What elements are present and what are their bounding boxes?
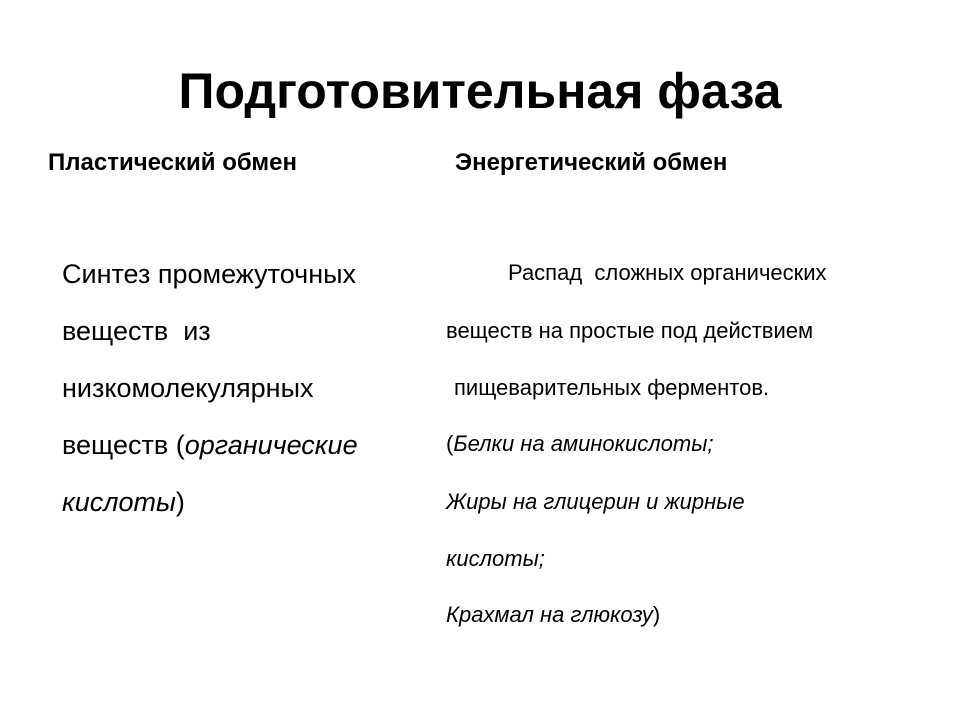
right-line-4-italic: Белки на аминокислоты; bbox=[453, 431, 714, 456]
left-line-1: Синтез промежуточных bbox=[62, 259, 357, 289]
right-line-6 bbox=[446, 546, 545, 572]
left-line-4-italic: органические bbox=[184, 430, 358, 460]
right-line-2: веществ на простые под действием bbox=[446, 318, 814, 343]
right-line-7 bbox=[446, 602, 660, 628]
slide-title: Подготовительная фаза bbox=[178, 63, 782, 119]
left-line-3: низкомолекулярных bbox=[62, 373, 314, 403]
left-line-5-plain: ) bbox=[175, 487, 185, 517]
right-line-7-italic: Крахмал на глюкозу bbox=[446, 602, 653, 627]
left-line-4 bbox=[62, 417, 442, 474]
right-line-5 bbox=[446, 489, 745, 515]
right-column-heading: Энергетический обмен bbox=[455, 149, 728, 176]
right-line-3: пищеварительных ферментов. bbox=[454, 375, 770, 400]
right-line-4 bbox=[446, 431, 714, 457]
left-line-5-italic: кислоты bbox=[62, 487, 176, 517]
left-line-5 bbox=[62, 474, 442, 531]
right-line-4-plain: ( bbox=[446, 431, 454, 456]
right-line-6-italic: кислоты; bbox=[446, 546, 545, 571]
left-column-heading: Пластический обмен bbox=[48, 149, 297, 176]
right-line-5-italic: Жиры на глицерин и жирные bbox=[446, 489, 745, 514]
left-column-body bbox=[62, 246, 442, 531]
left-line-4-plain: веществ ( bbox=[62, 430, 185, 460]
right-line-1: Распад сложных органических bbox=[508, 260, 827, 285]
left-line-2: веществ из bbox=[62, 316, 211, 346]
right-line-7-plain: ) bbox=[652, 602, 661, 627]
